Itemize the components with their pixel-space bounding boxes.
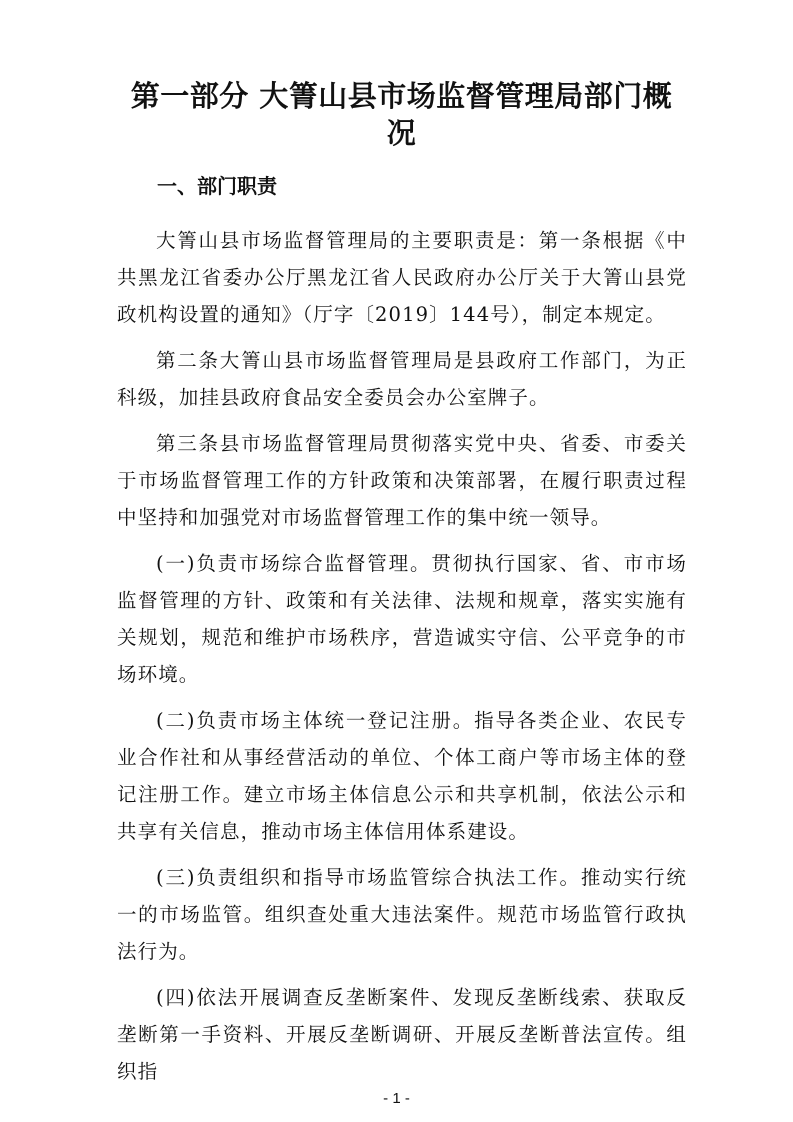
paragraph: 大箐山县市场监督管理局的主要职责是：第一条根据《中共黑龙江省委办公厅黑龙江省人民政府办公厅关于大箐山县党政机构设置的通知》（厅字〔2019〕144号），制定本规定。 [117, 229, 687, 326]
body-text [117, 222, 687, 1099]
page-title: 第一部分 大箐山县市场监督管理局部门概况 [130, 79, 673, 150]
paragraph: (四)依法开展调查反垄断案件、发现反垄断线索、获取反垄断第一手资料、开展反垄断调研、开展反垄断普法宣传。组织指 [117, 986, 687, 1083]
section-heading: 一、部门职责 [157, 174, 277, 198]
paragraph: (三)负责组织和指导市场监管综合执法工作。推动实行统一的市场监管。组织查处重大违法案件。规范市场监管行政执法行为。 [117, 866, 687, 963]
paragraph: (二)负责市场主体统一登记注册。指导各类企业、农民专业合作社和从事经营活动的单位、个体工商户等市场主体的登记注册工作。建立市场主体信息公示和共享机制，依法公示和共享有关信息，推动市场主体信用体系建设。 [117, 709, 687, 843]
paragraph: 第三条县市场监督管理局贯彻落实党中央、省委、市委关于市场监督管理工作的方针政策和决策部署，在履行职责过程中坚持和加强党对市场监督管理工作的集中统一领导。 [117, 432, 687, 529]
paragraph: (一)负责市场综合监督管理。贯彻执行国家、省、市市场监督管理的方针、政策和有关法律、法规和规章，落实实施有关规划，规范和维护市场秩序，营造诚实守信、公平竞争的市场环境。 [117, 552, 687, 686]
page-number: - 1 - [383, 1090, 410, 1107]
paragraph: 第二条大箐山县市场监督管理局是县政府工作部门，为正科级，加挂县政府食品安全委员会办公室牌子。 [117, 349, 687, 409]
